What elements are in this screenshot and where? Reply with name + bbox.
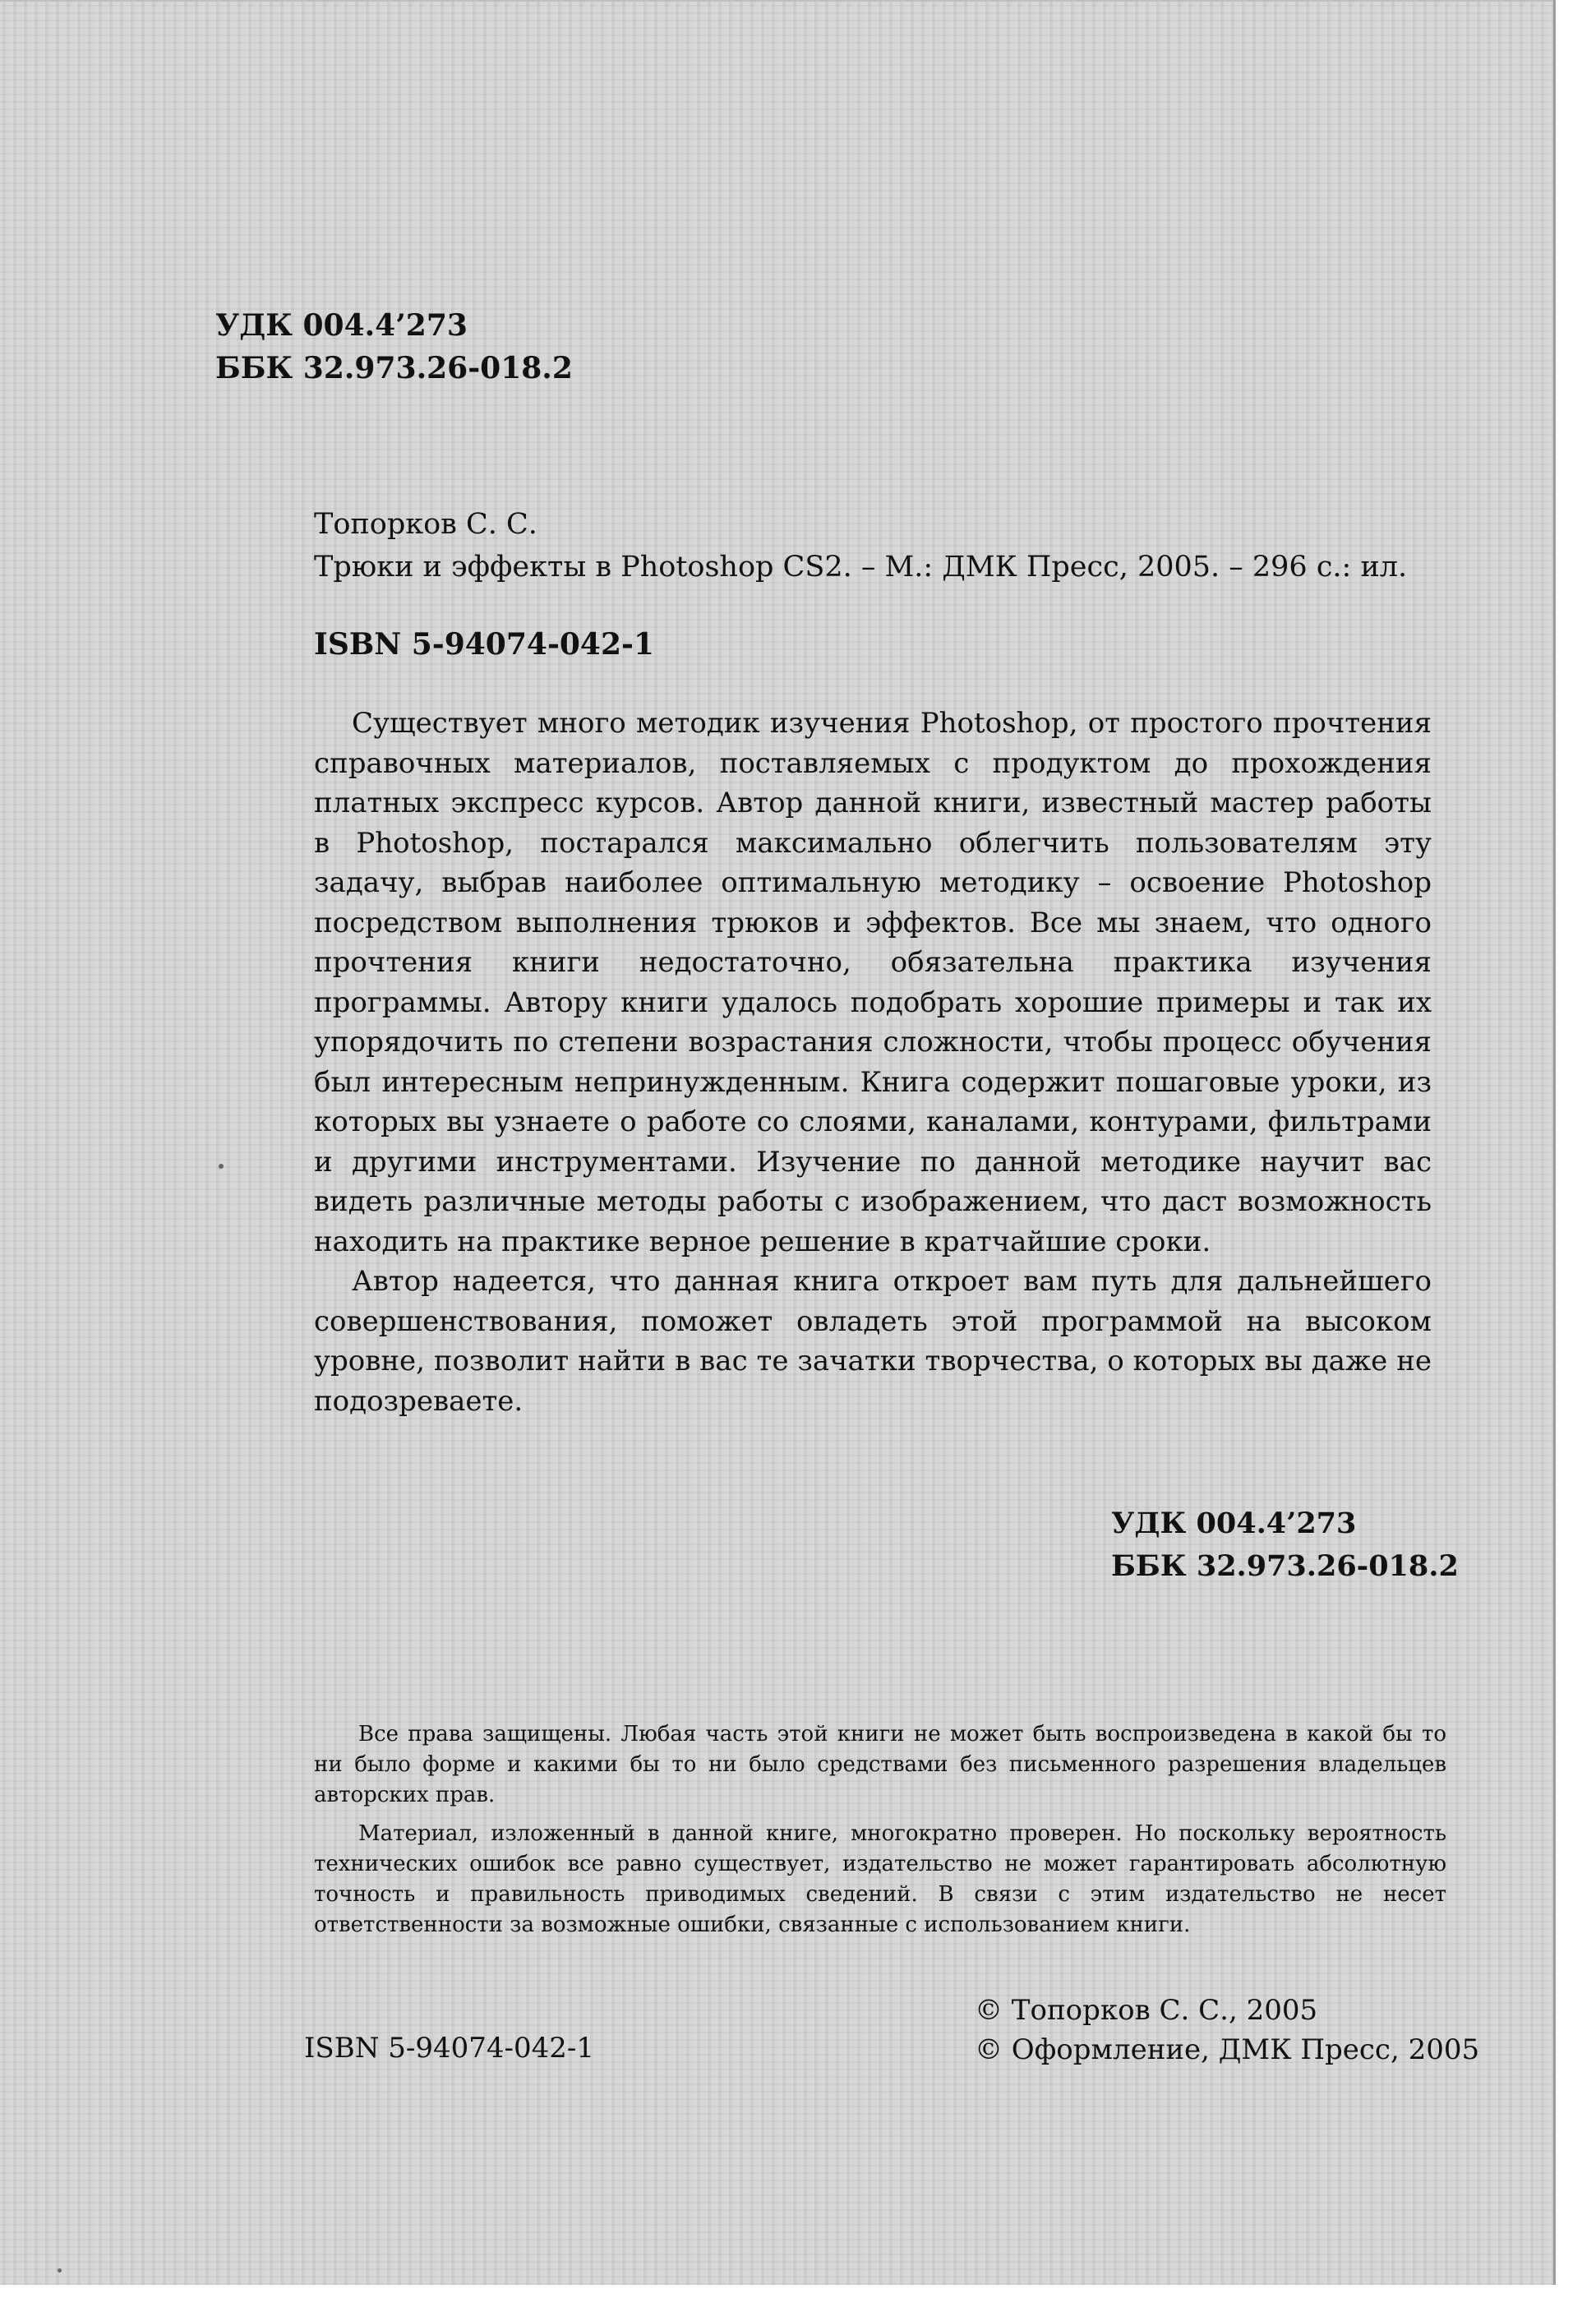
rights-paragraph: Все права защищены. Любая часть этой книги не может быть воспроизведена в какой бы то ни было форме и какими бы то ни было средствами без письменного разрешения владельцев авторских прав.	[314, 1722, 1446, 1807]
copyright-author: © Топорков С. С., 2005	[975, 1994, 1318, 2027]
bbk-code: ББК 32.973.26-018.2	[1111, 1549, 1459, 1583]
book-title-line: Трюки и эффекты в Photoshop CS2. – М.: ДМК Пресс, 2005. – 296 с.: ил.	[314, 551, 1408, 584]
bibliographic-record	[314, 503, 1407, 588]
copyright-block	[975, 1991, 1479, 2070]
abstract-paragraph: Существует много методик изучения Photoshop, от простого прочтения справочных материалов, поставляемых с продуктом до прохождения платных экспресс курсов. Автор данной книги, известный мастер работы в Photoshop, постарался максимально облегчить пользователям эту задачу, выбрав наиболее оптимальную методику – освоение Photoshop посредством выполнения трюков и эффектов. Все мы знаем, что одного прочтения книги недостаточно, обязательна практика изучения программы. Автору книги удалось подобрать хорошие примеры и так их упорядочить по степени возрастания сложности, чтобы процесс обучения был интересным непринужденным. Книга содержит пошаговые уроки, из которых вы узнаете о работе со слоями, каналами, контурами, фильтрами и другими инструментами. Изучение по данной методике научит вас видеть различные методы работы с изображением, что даст возможность находить на практике верное решение в кратчайшие сроки.	[314, 707, 1432, 1258]
scan-speck	[58, 2268, 62, 2273]
isbn-header: ISBN 5-94074-042-1	[314, 627, 655, 662]
abstract-paragraph: Автор надеется, что данная книга откроет вам путь для дальнейшего совершенствования, поможет овладеть этой программой на высоком уровне, позволит найти в вас те зачатки творчества, о которых вы даже не подозреваете.	[314, 1265, 1432, 1418]
udk-code: УДК 004.4’273	[1111, 1507, 1357, 1540]
classification-header	[215, 304, 573, 390]
rights-notice	[314, 1719, 1446, 1949]
classification-footer	[1111, 1502, 1459, 1588]
disclaimer-paragraph: Материал, изложенный в данной книге, многократно проверен. Но поскольку вероятность технических ошибок все равно существует, издательство не может гарантировать абсолютную точность и правильность приводимых сведений. В связи с этим издательство не несет ответственности за возможные ошибки, связанные с использованием книги.	[314, 1821, 1446, 1937]
page-top-edge	[0, 0, 1553, 2]
copyright-design: © Оформление, ДМК Пресс, 2005	[975, 2033, 1480, 2066]
scan-speck	[219, 1164, 224, 1169]
author-name: Топорков С. С.	[314, 508, 537, 541]
page-right-edge	[1553, 0, 1556, 2285]
bbk-code: ББК 32.973.26-018.2	[215, 351, 573, 385]
isbn-footer: ISBN 5-94074-042-1	[304, 2032, 595, 2065]
book-abstract	[314, 704, 1432, 1421]
udk-code: УДК 004.4’273	[215, 308, 468, 343]
